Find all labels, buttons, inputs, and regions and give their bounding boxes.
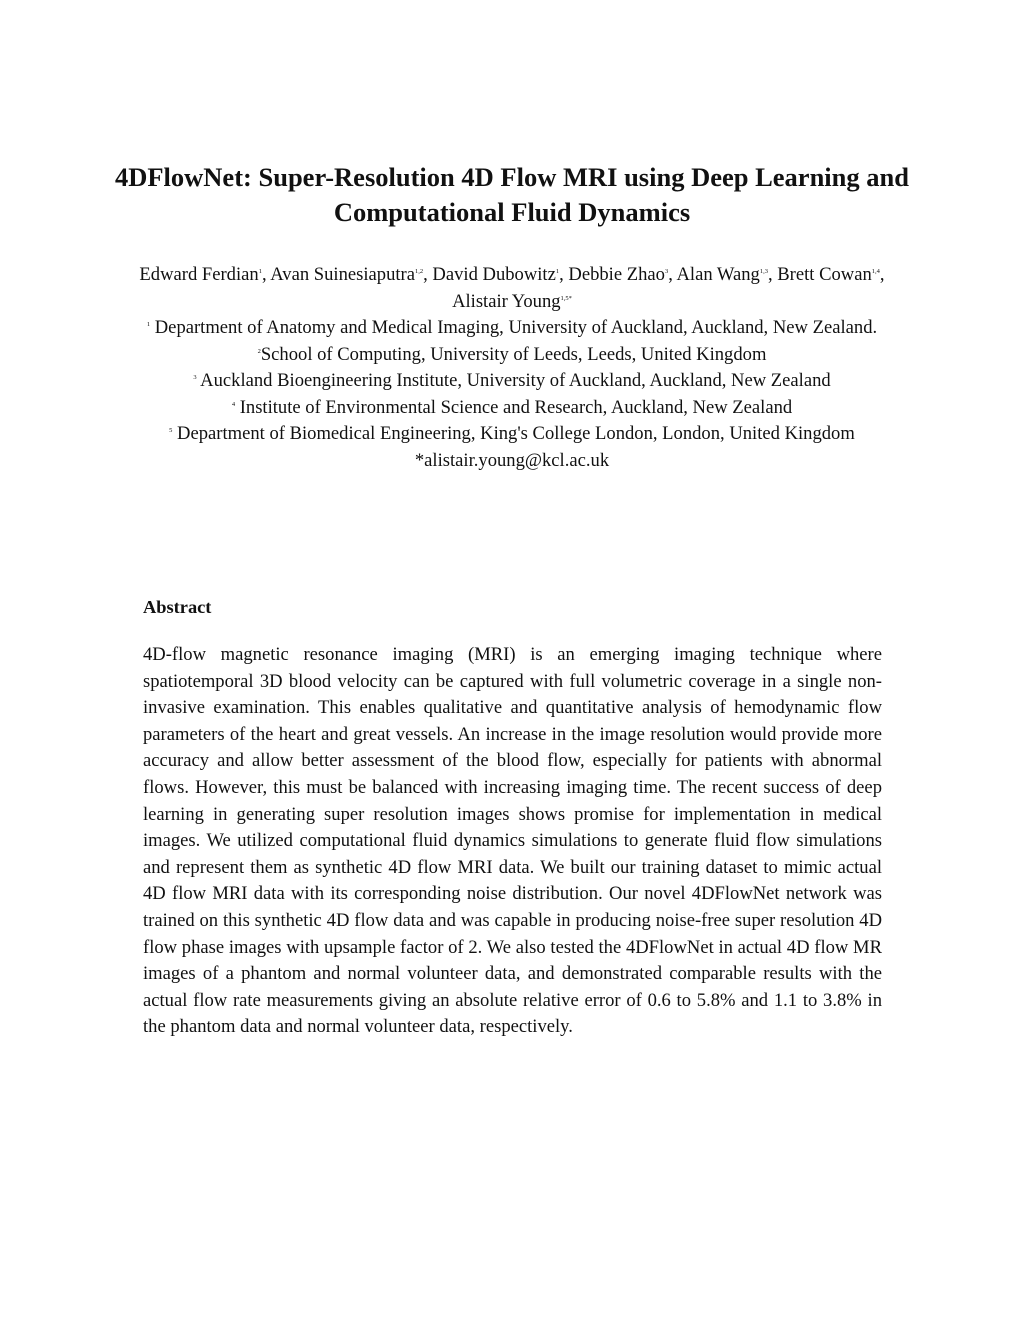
affiliation-list [112,315,912,475]
paper-title: 4DFlowNet: Super-Resolution 4D Flow MRI using Deep Learning and Computational Fluid Dynamics [114,162,910,227]
abstract-heading: Abstract [143,597,212,617]
author [568,264,668,285]
affiliation [112,395,912,422]
affiliation-text: School of Computing, University of Leeds, Leeds, United Kingdom [260,343,767,365]
affiliation-mark: 5 [169,427,173,435]
author [676,264,768,285]
author-affiliation-mark: 1,4 [871,268,880,275]
affiliation-text: Department of Biomedical Engineering, King's College London, London, United Kingdom [172,423,855,445]
author-separator: , [261,264,271,285]
corresponding-email: *alistair.young@kcl.ac.uk [414,449,610,471]
affiliation-mark: 3 [193,374,197,382]
affiliation-mark: 4 [231,400,236,408]
author-affiliation-mark: 1 [555,268,560,275]
author [270,264,423,285]
author-name: Edward Ferdian [139,264,259,285]
affiliation-text: Auckland Bioengineering Institute, University of Auckland, Auckland, New Zealand [196,370,831,392]
author-separator: , [423,264,433,285]
author-name: David Dubowitz [432,264,556,285]
affiliation [112,315,912,342]
affiliation-mark: 2 [257,347,261,355]
author-affiliation-mark: 1,3 [759,268,768,275]
author-affiliation-mark: 1 [258,268,262,275]
author-affiliation-mark: 1,2 [415,268,424,275]
author-separator: , [668,264,677,285]
author-name: Avan Suinesiaputra [270,264,415,285]
author-name: Debbie Zhao [568,264,665,285]
author-name: Brett Cowan [777,264,872,285]
author-name: Alan Wang [676,264,760,285]
affiliation-text: Institute of Environmental Science and Research, Auckland, New Zealand [235,396,793,418]
author [432,264,559,285]
author-separator: , [559,264,569,285]
author-separator: , [767,264,778,285]
author [139,264,262,285]
affiliation-text: Department of Anatomy and Medical Imaging, University of Auckland, Auckland, New Zealand. [150,317,878,338]
abstract-body: 4D-flow magnetic resonance imaging (MRI) is an emerging imaging technique where spatiotemporal 3D blood velocity can be captured with full volumetric coverage in a single non-invasive examination. This enables qualitative and quantitative analysis of hemodynamic flow parameters of the heart and great vessels. An increase in the image resolution would provide more accuracy and allow better assessment of the blood flow, especially for patients with abnormal flows. However, this must be balanced with increasing imaging time. The recent success of deep learning in generating super resolution images shows promise for implementation in medical images. We utilized computational fluid dynamics simulations to generate fluid flow simulations and represent them as synthetic 4D flow MRI data. We built our training dataset to mimic actual 4D flow MRI data with its corresponding noise distribution. Our novel 4DFlowNet network was trained on this synthetic 4D flow data and was capable in producing noise-free super resolution 4D flow phase images with upsample factor of 2. We also tested the 4DFlowNet in actual 4D flow MR images of a phantom and normal volunteer data, and demonstrated comparable results with the actual flow rate measurements giving an absolute relative error of 0.6 to 5.8% and 1.1 to 3.8% in the phantom data and normal volunteer data, respectively. [143,644,882,1038]
author-affiliation-mark: 3 [664,268,669,275]
author [452,291,572,312]
author-name: Alistair Young [452,290,561,312]
author [777,264,880,285]
affiliation-mark: 1 [146,321,151,328]
author-list [112,262,912,315]
affiliation [112,421,912,448]
affiliation [112,368,912,395]
author-affiliation-mark: 1,5* [560,294,572,302]
author-separator: , [879,264,885,285]
affiliation [112,342,912,369]
